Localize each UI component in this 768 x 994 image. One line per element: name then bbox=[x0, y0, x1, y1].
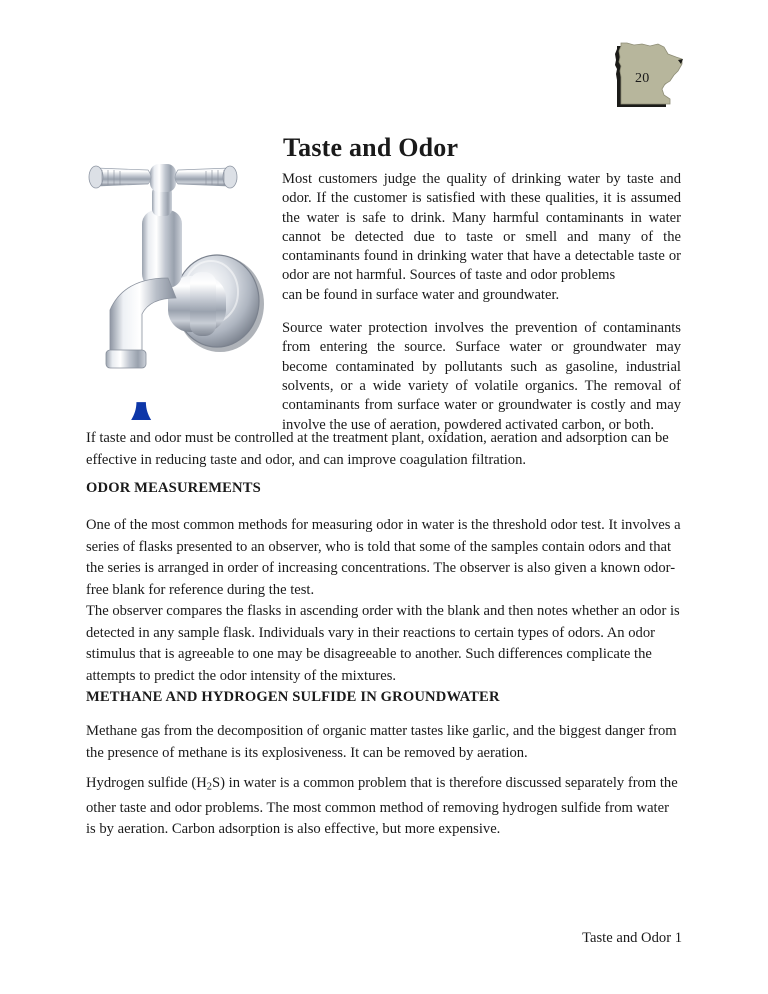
body-intro-block bbox=[86, 428, 682, 471]
intro-paragraph-1-tail: can be found in surface water and groundwater. bbox=[282, 286, 560, 303]
odor-paragraph-2-block bbox=[86, 601, 682, 687]
methane-paragraph: Methane gas from the decomposition of organic matter tastes like garlic, and the biggest danger from the presence of methane is its explosiveness. It can be removed by aeration. bbox=[86, 723, 677, 761]
h2s-suffix: S) in water is a common problem that is therefore discussed separately from the other taste and odor problems. The most common method of removing hydrogen sulfide from water is by aeration. Carbon adsorption is also effective, but more expensive. bbox=[86, 775, 678, 838]
methane-section-heading-block bbox=[86, 687, 682, 709]
page-footer: Taste and Odor 1 bbox=[582, 930, 682, 946]
odor-paragraph-2: The observer compares the flasks in ascending order with the blank and then notes whether an odor is detected in any sample flask. Individuals vary in their reactions to certain types of odors. An odor stimulus that is agreeable to one may be disagreeable to another. Such differences complicate the attempts to predict the odor intensity of the mixtures. bbox=[86, 603, 680, 684]
h2s-subscript: 2 bbox=[206, 781, 213, 793]
hydrogen-sulfide-paragraph bbox=[86, 773, 682, 841]
page-title: Taste and Odor bbox=[283, 133, 459, 163]
water-faucet-icon bbox=[72, 152, 272, 420]
minnesota-outline-icon bbox=[608, 38, 694, 122]
methane-paragraph-block bbox=[86, 721, 682, 764]
intro-paragraph-2: Source water protection involves the prevention of contaminants from entering the source. Surface water or groundwater may become contaminated by pollutants such as gasoline, industrial solvents, or a wide variety of volatile organics. The removal of contaminants from surface water or groundwater is costly and may involve the use of aeration, powdered activated carbon, or both. bbox=[282, 320, 681, 433]
heading-odor-measurements: ODOR MEASUREMENTS bbox=[86, 480, 261, 496]
h2s-prefix: Hydrogen sulfide (H bbox=[86, 775, 207, 791]
odor-paragraph-1: One of the most common methods for measuring odor in water is the threshold odor test. It involves a series of flasks presented to an observer, who is told that some of the samples contain odors and that the series is arranged in order of increasing concentrations. The observer is also given a known odor-free blank for reference during the test. bbox=[86, 517, 681, 598]
intro-paragraph-1: Most customers judge the quality of drinking water by taste and odor. If the customer is satisfied with these qualities, it is assumed the water is safe to drink. Many harmful contaminants in water cannot be detected due to taste or smell and many of the contaminants found in drinking water that have a detectable taste or odor are not harmful. Sources of taste and odor problems can be found in surface water and groundwater. bbox=[282, 170, 681, 305]
minnesota-page-marker bbox=[608, 38, 694, 122]
page-number-label: 20 bbox=[635, 71, 650, 86]
faucet-illustration bbox=[72, 152, 272, 420]
body-intro-paragraph: If taste and odor must be controlled at the treatment plant, oxidation, aeration and adsorption can be effective in reducing taste and odor, and can improve coagulation filtration. bbox=[86, 430, 669, 468]
odor-paragraph-1-block bbox=[86, 515, 682, 601]
odor-section-heading-block bbox=[86, 478, 682, 500]
hydrogen-sulfide-paragraph-block bbox=[86, 773, 682, 841]
intro-column bbox=[282, 170, 681, 449]
heading-methane-hydrogen-sulfide: METHANE AND HYDROGEN SULFIDE IN GROUNDWATER bbox=[86, 689, 500, 705]
